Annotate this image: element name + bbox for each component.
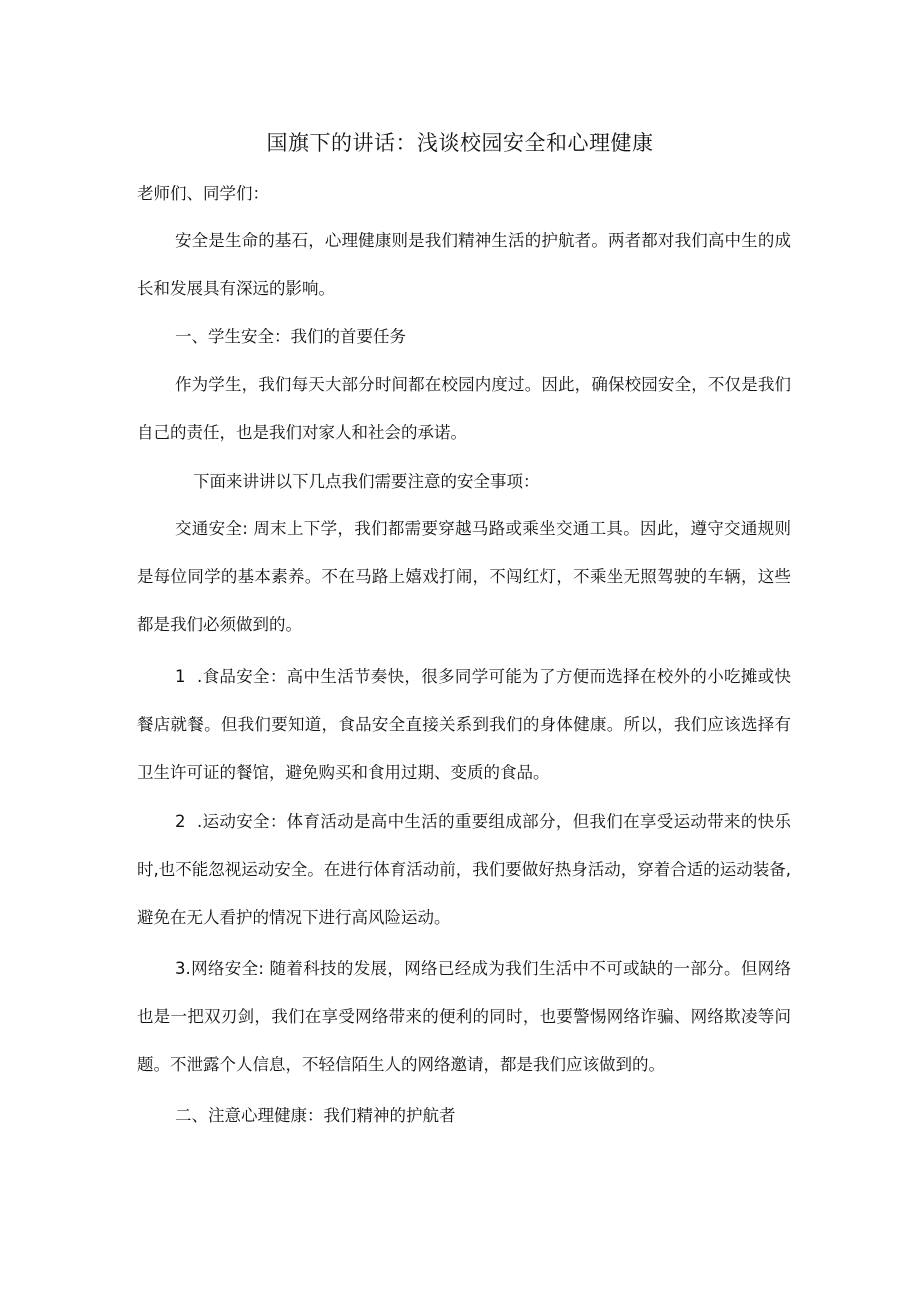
sports-safety-text: .运动安全：体育活动是高中生活的重要组成部分，但我们在享受运动带来的快乐时,也不能忽视运动安全。在进行体育活动前，我们要做好热身活动，穿着合适的运动装备,避免在无人看护的情况下进行高风险运动。	[137, 812, 791, 927]
traffic-safety-paragraph: 交通安全: 周末上下学，我们都需要穿越马路或乘坐交通工具。因此，遵守交通规则是每位同学的基本素养。不在马路上嬉戏打闹，不闯红灯，不乘坐无照驾驶的车辆，这些都是我们必须做到的。	[137, 519, 791, 634]
food-safety-text: .食品安全：高中生活节奏快，很多同学可能为了方便而选择在校外的小吃摊或快餐店就餐。但我们要知道，食品安全直接关系到我们的身体健康。所以，我们应该选择有卫生许可证的餐馆，避免购买和食用过期、变质的食品。	[137, 667, 791, 782]
page-title: 国旗下的讲话：浅谈校园安全和心理健康	[266, 131, 654, 155]
list-number: 2	[175, 812, 186, 831]
food-safety-paragraph	[137, 653, 791, 797]
section1-paragraph: 作为学生，我们每天大部分时间都在校园内度过。因此，确保校园安全，不仅是我们自己的责任，也是我们对家人和社会的承诺。	[137, 375, 791, 442]
section1-heading: 一、学生安全：我们的首要任务	[175, 327, 406, 346]
internet-safety-paragraph: 3.网络安全: 随着科技的发展，网络已经成为我们生活中不可或缺的一部分。但网络也是一把双刃剑，我们在享受网络带来的便利的同时，也要警惕网络诈骗、网络欺凌等问题。不泄露个人信息，不轻信陌生人的网络邀请，都是我们应该做到的。	[137, 959, 791, 1074]
section2-heading: 二、注意心理健康：我们精神的护航者	[175, 1106, 456, 1125]
salutation: 老师们、同学们：	[137, 184, 269, 203]
sports-safety-paragraph	[137, 798, 791, 942]
list-number: 1	[175, 667, 186, 686]
intro-paragraph: 安全是生命的基石，心理健康则是我们精神生活的护航者。两者都对我们高中生的成长和发展具有深远的影响。	[137, 231, 791, 298]
safety-items-lead: 下面来讲讲以下几点我们需要注意的安全事项：	[193, 472, 540, 491]
